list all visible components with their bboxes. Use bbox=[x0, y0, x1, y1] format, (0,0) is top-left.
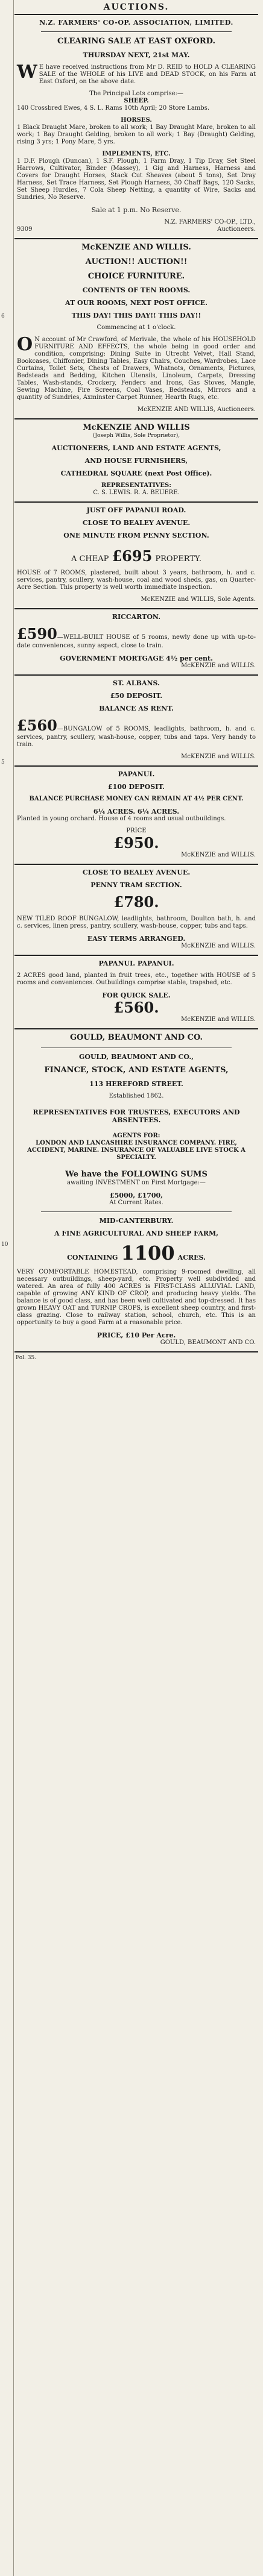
ad-st-albans bbox=[14, 676, 258, 767]
price: £780. bbox=[113, 893, 159, 911]
price-suffix: PROPERTY. bbox=[155, 554, 202, 564]
ad-heading: PAPANUI. bbox=[118, 770, 155, 778]
ad-firm-card bbox=[14, 419, 258, 503]
drop-cap: W bbox=[17, 61, 37, 83]
ad-start: Commencing at 1 o'clock. bbox=[97, 324, 176, 331]
ad-mortgage: GOVERNMENT MORTGAGE 4½ per cent. bbox=[60, 655, 213, 662]
acres-line bbox=[17, 1242, 256, 1264]
sale-time: Sale at 1 p.m. No Reserve. bbox=[91, 206, 182, 214]
ad-heading: PAPANUI. PAPANUI. bbox=[98, 960, 174, 967]
acres-value: 1100 bbox=[121, 1242, 175, 1264]
sums-lead: We have the FOLLOWING SUMS bbox=[65, 1170, 208, 1179]
ad-heading: CLOSE TO BEALEY AVENUE. bbox=[82, 869, 191, 876]
ad-address: 113 HEREFORD STREET. bbox=[89, 1080, 183, 1088]
gutter-mark: 6 bbox=[1, 313, 5, 319]
horses-text: 1 Black Draught Mare, broken to all work; 1 Bay Draught Mare, broken to all work; 1 Bay Draught Gelding, broken to all work; 1 Bay (Draught) Gelding, rising 3 yrs; 1 Pony Mare, 5 yrs. bbox=[17, 124, 256, 145]
divider bbox=[41, 31, 232, 32]
sums-awaiting: awaiting INVESTMENT on First Mortgage:— bbox=[67, 1180, 206, 1186]
ad-riccarton bbox=[14, 609, 258, 676]
ad-sign: McKENZIE and WILLIS. bbox=[181, 943, 256, 949]
ad-sale: FOR QUICK SALE. bbox=[102, 991, 171, 999]
reps-heading: REPRESENTATIVES: bbox=[101, 482, 171, 489]
ad-deposit: £100 DEPOSIT. bbox=[108, 783, 165, 791]
ad-line: AND HOUSE FURNISHERS, bbox=[84, 457, 188, 465]
ad-bealey-bungalow bbox=[14, 865, 258, 956]
left-gutter bbox=[0, 0, 14, 2576]
price-label: PRICE bbox=[126, 828, 147, 834]
ad-title: CLEARING SALE AT EAST OXFORD. bbox=[57, 37, 215, 46]
ad-line: AUCTIONEERS, LAND AND ESTATE AGENTS, bbox=[51, 444, 221, 452]
price-prefix: A CHEAP bbox=[71, 554, 109, 564]
divider bbox=[41, 1211, 232, 1212]
agents-text: LONDON AND LANCASHIRE INSURANCE COMPANY. FIRE, ACCIDENT, MARINE. INSURANCE OF VALUABLE LIVE STOCK A SPECIALTY. bbox=[27, 1140, 246, 1161]
agents-heading: AGENTS FOR: bbox=[112, 1132, 160, 1139]
ad-body bbox=[17, 336, 256, 401]
price-line bbox=[17, 548, 256, 565]
ad-firm: McKENZIE AND WILLIS bbox=[83, 423, 190, 432]
ad-acres: 6¼ ACRES. 6¼ ACRES. bbox=[93, 808, 180, 815]
ad-ref: 9309 bbox=[17, 226, 33, 233]
horses-heading: HORSES. bbox=[121, 117, 152, 124]
ad-sign: McKENZIE and WILLIS. bbox=[181, 662, 256, 669]
ad-sign: McKENZIE and WILLIS. bbox=[181, 852, 256, 858]
ad-terms: EASY TERMS ARRANGED. bbox=[87, 935, 186, 943]
ad-firm: McKENZIE AND WILLIS. bbox=[81, 243, 191, 252]
ad-firm: GOULD, BEAUMONT AND CO., bbox=[78, 1053, 194, 1061]
ad-firm: N.Z. FARMERS' CO-OP., LTD., bbox=[164, 219, 256, 225]
acres-prefix: CONTAINING bbox=[67, 1254, 118, 1261]
ad-acres-body: Planted in young orchard. House of 4 rooms and usual outbuildings. bbox=[17, 815, 226, 822]
ad-gould-beaumont bbox=[14, 1029, 258, 1352]
ad-firm: GOULD, BEAUMONT AND CO. bbox=[69, 1033, 203, 1042]
price: £950. bbox=[113, 834, 159, 852]
ad-footer-line bbox=[17, 226, 256, 233]
ad-heading: CLOSE TO BEALEY AVENUE. bbox=[82, 519, 191, 527]
ad-date: THURSDAY NEXT, 21st MAY. bbox=[83, 51, 190, 59]
sums-rates: At Current Rates. bbox=[109, 1199, 163, 1206]
ad-deposit: £50 DEPOSIT. bbox=[110, 692, 163, 700]
ad-body: 2 ACRES good land, planted in fruit trees, etc., together with HOUSE of 5 rooms and conveniences. Outbuildings comprise stable, trapshed, etc. bbox=[17, 972, 256, 986]
acres-suffix: ACRES. bbox=[177, 1254, 206, 1261]
implements-heading: IMPLEMENTS, ETC. bbox=[102, 151, 171, 157]
ad-sign: GOULD, BEAUMONT AND CO. bbox=[160, 1339, 256, 1346]
drop-cap: O bbox=[17, 334, 33, 355]
ad-body bbox=[17, 626, 256, 650]
ad-farm: A FINE AGRICULTURAL AND SHEEP FARM, bbox=[54, 1230, 219, 1237]
ad-heading: ST. ALBANS. bbox=[113, 679, 160, 687]
ad-body: VERY COMFORTABLE HOMESTEAD, comprising 9-roomed dwelling, all necessary outbuildings, sheep-yard, etc. Property well subdivided and watered. An area of fully 400 ACRES is FIRST-CLASS ALLUVIAL LAND, capable of growing ANY KIND OF CROP, and producing heavy yields. The balance is of good class, and has been well cultivated and top-dressed. It has grown HEAVY OAT and TURNIP CROPS, is excellent sheep country, and first-class grazing. Close to railway station, school, church, etc. This is an opportunity to buy a good Farm at a reasonable price. bbox=[17, 1269, 256, 1326]
sheep-heading: SHEEP. bbox=[124, 98, 149, 104]
ad-body bbox=[17, 717, 256, 749]
section-heading: AUCTIONS. bbox=[14, 0, 258, 15]
gutter-mark: 10 bbox=[1, 1242, 8, 1248]
ad-sign: McKENZIE and WILLIS. bbox=[181, 1016, 256, 1023]
ad-est: Established 1862. bbox=[109, 1093, 164, 1099]
ad-body bbox=[17, 61, 256, 86]
ad-body-text: —WELL-BUILT HOUSE of 5 rooms, newly done up with up-to-date conveniences, sunny aspect, close to train. bbox=[17, 634, 256, 649]
reps-names: C. S. LEWIS. R. A. BEUERE. bbox=[93, 489, 180, 496]
price: £590 bbox=[17, 625, 57, 642]
ad-sign: McKENZIE and WILLIS. bbox=[181, 753, 256, 760]
ad-body: HOUSE of 7 ROOMS, plastered, built about 3 years, bathroom, h. and c. services, pantry, scullery, wash-house, coal and wood sheds, gas, on Quarter-Acre Section. This property is well worth immediate inspection. bbox=[17, 570, 256, 591]
ad-subtitle: CONTENTS OF TEN ROOMS. bbox=[82, 286, 191, 294]
ad-auction: AUCTION!! AUCTION!! bbox=[85, 257, 188, 266]
ad-body-text: —BUNGALOW of 5 ROOMS, leadlights, bathroom, h. and c. services, pantry, scullery, wash-house, copper, tubs and taps. Very handy to train. bbox=[17, 726, 256, 748]
ad-props: (Joseph Willis, Sole Proprietor), bbox=[92, 433, 180, 439]
price: £695 bbox=[112, 547, 153, 565]
ad-heading: PENNY TRAM SECTION. bbox=[90, 881, 182, 889]
ad-address: CATHEDRAL SQUARE (next Post Office). bbox=[60, 470, 212, 477]
lots-intro: The Principal Lots comprise:— bbox=[89, 90, 183, 97]
ad-body: BALANCE PURCHASE MONEY CAN REMAIN AT 4½ PER CENT. bbox=[29, 796, 244, 802]
sheep-text: 140 Crossbred Ewes, 4 S. L. Rams 10th April; 20 Store Lambs. bbox=[17, 105, 210, 112]
ad-sign: McKENZIE AND WILLIS, Auctioneers. bbox=[137, 406, 256, 413]
ad-body-text: N account of Mr Crawford, of Merivale, the whole of his HOUSEHOLD FURNITURE AND EFFECTS, the whole being in good order and condition, comprising: Dining Suite in Utrecht Velvet, Hall Stand, Bookcases, Chiffonier, Dining Tables, Easy Chairs, Couches, Wardrobes, Lace Curtains, Toilet Sets, Chests of Drawers, Whatnots, Ornaments, Pictures, Bedsteads and Bedding, Kitchen Utensils, Linoleum, Carpets, Dressing Tables, Wash-stands, Crockery, Fenders and Irons, Gas Stoves, Mangle, Sewing Machine, Fire Screens, Coal Vases, Bedsteads, Mirrors and a quantity of Sundries, Axminster Carpet Runner, Hearth Rugs, etc. bbox=[17, 336, 256, 401]
gutter-mark: 5 bbox=[1, 759, 5, 765]
implements-text: 1 D.F. Plough (Duncan), 1 S.F. Plough, 1 Farm Dray, 1 Tip Dray, Set Steel Harrows, Cultivator, Binder (Massey), 1 Gig and Harness, Harness and Covers for Draught Horses, Stack Cut Sheaves (about 5 tons), Set Dray Harness, Set Trace Harness, Set Plough Harness, 30 Chaff Bags, 120 Sacks, Set Sheep Hurdles, 7 Cola Sheep Netting, a quantity of Wire, Sacks and Sundries, No Reserve. bbox=[17, 158, 256, 201]
price: £560 bbox=[17, 717, 57, 734]
ad-heading: ONE MINUTE FROM PENNY SECTION. bbox=[63, 532, 209, 539]
auction-column bbox=[14, 0, 258, 1363]
ad-heading: MID-CANTERBURY. bbox=[99, 1217, 174, 1225]
ad-papanui-orchard bbox=[14, 767, 258, 865]
ad-company: N.Z. FARMERS' CO-OP. ASSOCIATION, LIMITED. bbox=[39, 19, 233, 27]
ad-heading: RICCARTON. bbox=[112, 613, 161, 621]
ad-furniture-auction bbox=[14, 239, 258, 419]
price: £560. bbox=[113, 999, 159, 1016]
ad-role: Auctioneers. bbox=[217, 226, 256, 233]
ad-location: AT OUR ROOMS, NEXT POST OFFICE. bbox=[65, 299, 208, 307]
ad-title: CHOICE FURNITURE. bbox=[87, 272, 185, 281]
ad-clearing-sale bbox=[14, 15, 258, 239]
ad-body: NEW TILED ROOF BUNGALOW, leadlights, bathroom, Doulton bath, h. and c. services, linen press, pantry, scullery, wash-house, copper, tubs and taps. bbox=[17, 916, 256, 929]
ad-line: FINANCE, STOCK, AND ESTATE AGENTS, bbox=[44, 1066, 229, 1075]
ad-heading: JUST OFF PAPANUI ROAD. bbox=[86, 506, 186, 514]
footer-ref: Fol. 35. bbox=[16, 1355, 37, 1361]
ad-reps: REPRESENTATIVES FOR TRUSTEES, EXECUTORS AND ABSENTEES. bbox=[33, 1108, 240, 1124]
ad-when: THIS DAY! THIS DAY!! THIS DAY!! bbox=[71, 312, 201, 319]
sums-values: £5000, £1700, bbox=[109, 1192, 163, 1199]
ad-rent: BALANCE AS RENT. bbox=[99, 705, 174, 712]
ad-papanui-road bbox=[14, 503, 258, 609]
ad-price: PRICE, £10 Per Acre. bbox=[97, 1331, 176, 1339]
ad-body-text: E have received instructions from Mr D. REID to HOLD A CLEARING SALE of the WHOLE of his LIVE and DEAD STOCK, on his Farm at East Oxford, on the above date. bbox=[39, 64, 256, 85]
ad-papanui-acres bbox=[14, 956, 258, 1029]
ad-sign: McKENZIE and WILLIS, Sole Agents. bbox=[141, 596, 256, 603]
